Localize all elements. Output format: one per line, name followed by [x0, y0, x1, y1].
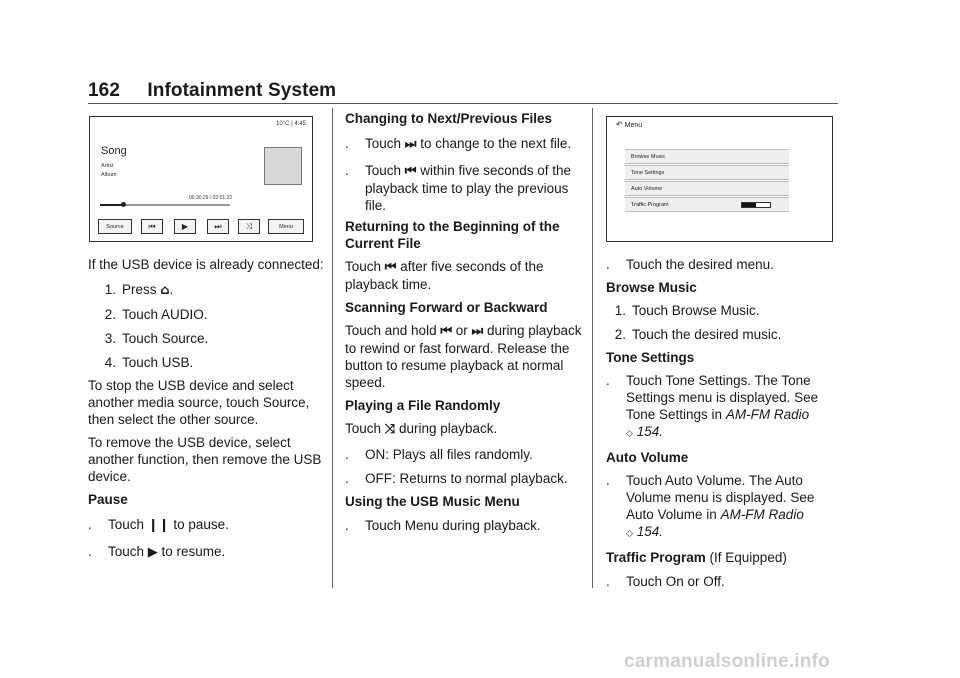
heading-usb-music-menu: Using the USB Music Menu — [345, 494, 520, 509]
menu-item-tone-settings[interactable]: Tone Settings — [625, 165, 789, 180]
next-track-icon: ⏭ — [404, 137, 417, 152]
intro-text: If the USB device is already connected: — [88, 257, 324, 272]
page-ref-icon: ◇ — [626, 429, 633, 439]
menu-item-browse-music[interactable]: Browse Music — [625, 149, 789, 164]
heading-pause: Pause — [88, 492, 128, 507]
page-ref[interactable]: 154 — [636, 424, 660, 439]
bullet-random-on: . ON: Plays all files randomly. — [345, 447, 533, 462]
bullet-pause: . Touch ❙❙ to pause. — [88, 517, 229, 533]
bullet-on-off: . Touch On or Off. — [606, 574, 725, 589]
heading-tone-settings: Tone Settings — [606, 350, 695, 365]
menu-list — [625, 149, 789, 213]
next-track-icon: ⏭ — [471, 324, 484, 339]
step-4: 4. Touch USB. — [104, 355, 194, 370]
link-am-fm-radio[interactable]: AM-FM Radio — [720, 507, 804, 522]
column-1 — [88, 256, 326, 561]
playback-time: 00:30:29 / 02:01:32 — [189, 195, 233, 201]
album-art-placeholder — [264, 147, 302, 185]
heading-random: Playing a File Randomly — [345, 398, 501, 413]
heading-auto-volume: Auto Volume — [606, 450, 689, 465]
step-2: 2. Touch AUDIO. — [104, 307, 208, 322]
para-scanning: Touch and hold ⏮ or ⏭ during playback to rewind or fast forward. Release the button to resume playback at normal speed. — [345, 323, 582, 390]
heading-traffic-program: Traffic Program (If Equipped) — [606, 550, 787, 565]
bullet-tone-settings: . Touch Tone Settings. The Tone Settings menu is displayed. See Tone Settings in AM-FM Radio ◇ 154. — [606, 373, 819, 439]
song-title: Song — [101, 145, 127, 157]
previous-track-icon: ⏮ — [404, 164, 417, 179]
browse-step-1: 1. Touch Browse Music. — [614, 303, 760, 318]
next-track-icon[interactable]: ⏭ — [207, 219, 229, 234]
page-ref-icon: ◇ — [626, 529, 633, 539]
source-button[interactable]: Source — [98, 219, 132, 234]
heading-scanning: Scanning Forward or Backward — [345, 300, 548, 315]
para-random: Touch ⤨ during playback. — [345, 421, 498, 437]
bullet-previous-file: . Touch ⏮ within five seconds of the playback time to play the previous file. — [345, 163, 572, 213]
para-stop-usb: To stop the USB device and select another media source, touch Source, then select the other source. — [88, 378, 310, 427]
status-readout: 10°C | 4:45 — [276, 121, 306, 127]
page-ref[interactable]: 154 — [636, 524, 660, 539]
column-3 — [606, 256, 842, 590]
play-icon: ▶ — [147, 545, 158, 560]
usb-playback-screen-figure — [89, 116, 313, 242]
back-arrow-icon: ↶ — [616, 120, 623, 129]
bullet-desired-menu: . Touch the desired menu. — [606, 257, 774, 272]
album-label: Album — [101, 172, 117, 178]
home-icon: ⌂ — [160, 283, 170, 298]
artist-label: Artist — [101, 163, 114, 169]
header-rule — [88, 103, 838, 104]
menu-button[interactable]: Menu — [268, 219, 304, 234]
previous-track-icon: ⏮ — [384, 260, 397, 275]
previous-track-icon[interactable]: ⏮ — [141, 219, 163, 234]
traffic-program-toggle[interactable] — [741, 202, 771, 208]
toggle-fill — [742, 203, 756, 207]
link-am-fm-radio[interactable]: AM-FM Radio — [725, 407, 810, 422]
bullet-random-off: . OFF: Returns to normal playback. — [345, 471, 568, 486]
heading-return-beginning: Returning to the Beginning of the Current File — [345, 219, 560, 251]
column-divider-2 — [592, 108, 593, 588]
bullet-resume: . Touch ▶ to resume. — [88, 544, 226, 560]
previous-track-icon: ⏮ — [440, 324, 453, 339]
step-3: 3. Touch Source. — [104, 331, 209, 346]
play-icon[interactable]: ▶ — [174, 219, 196, 234]
progress-bar[interactable] — [100, 204, 230, 206]
page-number: 162 — [88, 80, 121, 101]
bullet-next-file: . Touch ⏭ to change to the next file. — [345, 136, 572, 152]
menu-item-traffic-program[interactable]: Traffic Program — [625, 197, 789, 212]
para-return-beginning: Touch ⏮ after five seconds of the playback time. — [345, 259, 544, 292]
bullet-touch-menu: . Touch Menu during playback. — [345, 518, 541, 533]
menu-item-auto-volume[interactable]: Auto Volume — [625, 181, 789, 196]
back-menu-label[interactable]: ↶ Menu — [616, 120, 643, 129]
bullet-auto-volume: . Touch Auto Volume. The Auto Volume menu is displayed. See Auto Volume in AM-FM Radio ◇ 154. — [606, 473, 815, 539]
para-remove-usb: To remove the USB device, select another function, then remove the USB device. — [88, 435, 322, 484]
browse-step-2: 2. Touch the desired music. — [614, 327, 782, 342]
pause-icon: ❙❙ — [147, 518, 170, 533]
progress-knob[interactable] — [121, 202, 126, 207]
column-divider-1 — [332, 108, 333, 588]
section-title: Infotainment System — [147, 80, 337, 101]
progress-fill — [100, 204, 123, 206]
column-2 — [345, 110, 585, 534]
shuffle-icon[interactable]: ⤨ — [238, 219, 260, 234]
page-header — [88, 80, 336, 102]
watermark: carmanualsonline.info — [624, 651, 830, 672]
shuffle-icon: ⤨ — [384, 422, 396, 437]
usb-music-menu-figure — [606, 116, 833, 242]
heading-browse-music: Browse Music — [606, 280, 697, 295]
step-1: 1. Press ⌂. — [104, 282, 174, 298]
heading-next-previous: Changing to Next/Previous Files — [345, 111, 553, 126]
